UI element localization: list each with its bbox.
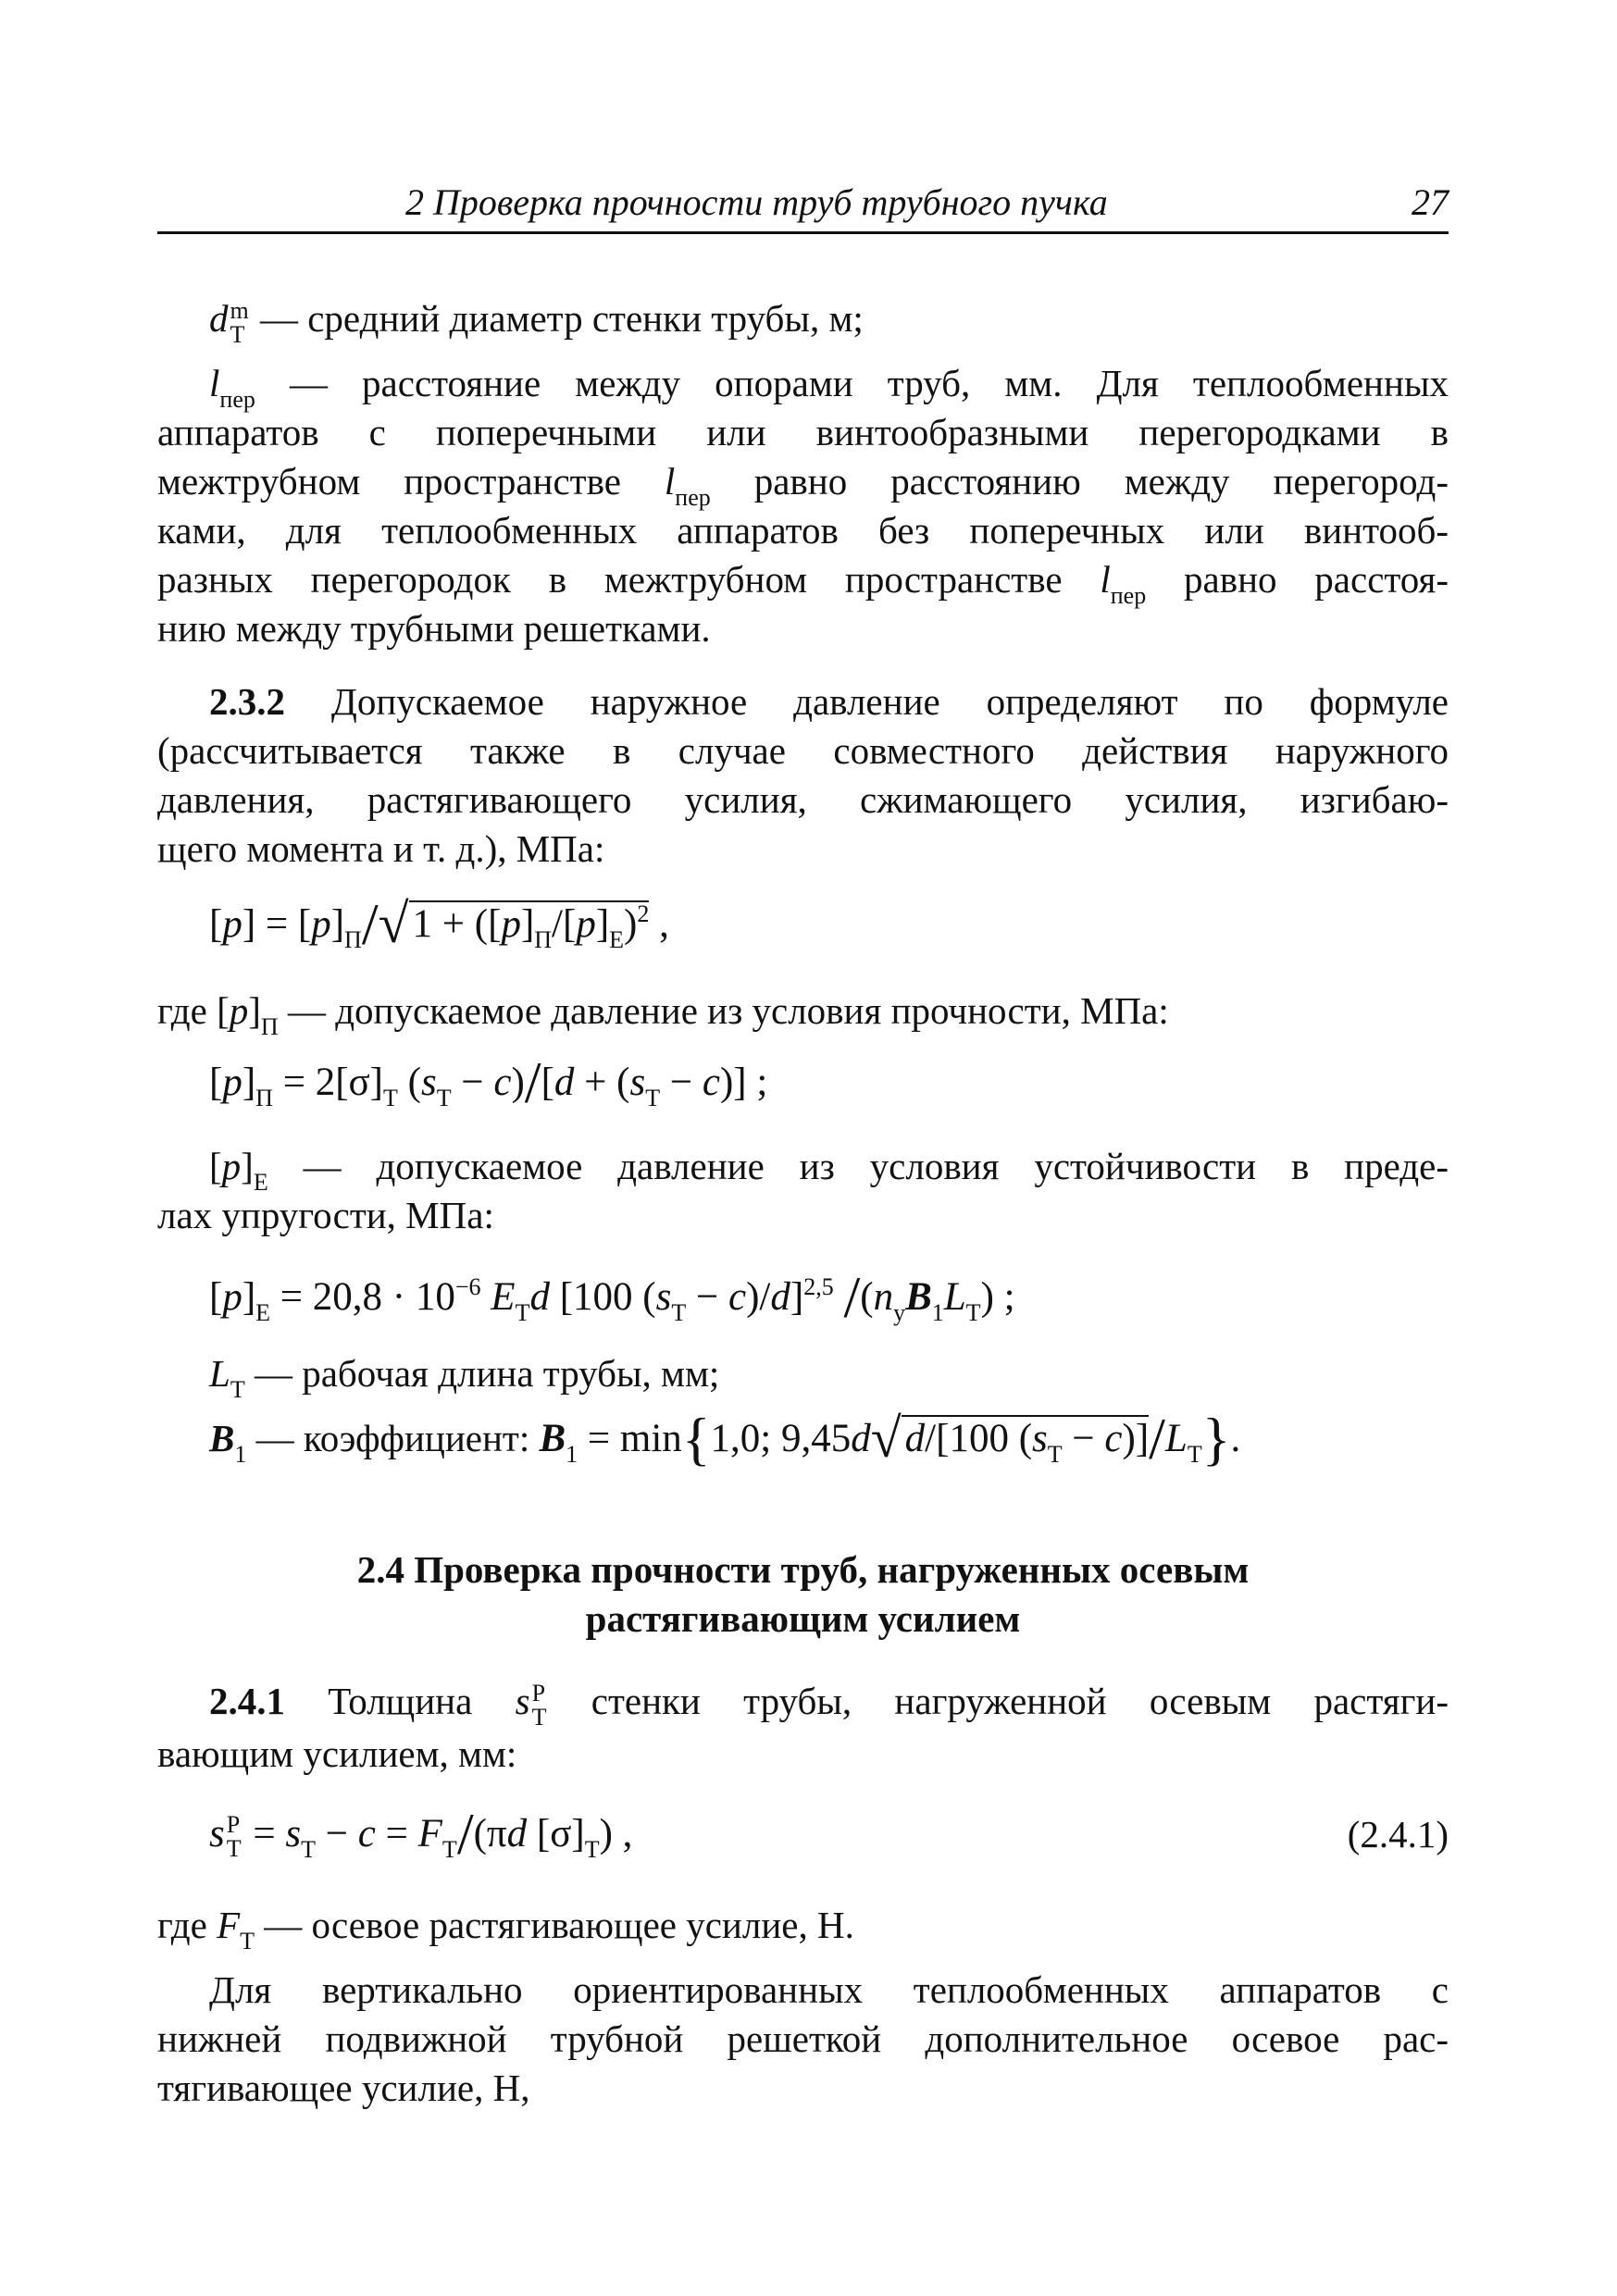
paragraph-2-4-1: 2.4.1 Толщина s P T стенки трубы, нагруженной осевым растяги- вающим усилием, мм: (157, 1679, 1449, 1775)
formula-p-strength: $[p]_П = 2[\sigma]_T$ $(s_T - c)/[d + (s_T - c)]$ ; (209, 1049, 768, 1115)
formula-2-4-1: s P T = $s_T - c = F_T/(\pi d$ $[\sigma]_T$) , (209, 1801, 633, 1867)
paragraph-2-3-2: 2.3.2 Допускаемое наружное давление определяют по формуле (рассчитывается также в случае совместного действия наружного давления, растягивающего усилия, сжимающего усилия, изгибаю- щего момента и т. д.), МПа: (157, 680, 1449, 870)
page-number: 27 (1412, 181, 1449, 223)
running-header (157, 183, 1449, 234)
header-title: 2 Проверка прочности труб трубного пучка (405, 181, 1108, 223)
paragraph-vertical: Для вертикально ориентированных теплообменных аппаратов с нижней подвижной трубной решеткой дополнительное осевое рас- тягивающее усилие, Н, (157, 1968, 1449, 2109)
where-pe: $[p]_E$ — допускаемое давление из условия устойчивости в преде- лах упругости, МПа: (157, 1145, 1449, 1236)
equation-label: (2.4.1) (1347, 1813, 1449, 1855)
section-heading-line2: растягивающим усилием (585, 1597, 1021, 1640)
section-number: 2.4.1 (209, 1680, 285, 1722)
where-b1: $B_1$ — коэффициент: $B_1 = \min\{1,0$; 9,45d√d/[100 $(s_T - c)]/L_T$}. (209, 1406, 1241, 1471)
section-heading-2-4 (157, 1545, 1449, 1644)
where-lt: $L_T$ — рабочая длина трубы, мм; (209, 1352, 720, 1403)
section-heading-line1: 2.4 Проверка прочности труб, нагруженных осевым (356, 1548, 1250, 1591)
definition-lper: $l_{пер}$ — расстояние между опорами труб, мм. Для теплообменных аппаратов с поперечными или винтообразными перегородками в межтрубном пространстве $l_{пер}$ равно расстоянию между перегород- ками, для теплообменных аппаратов без поперечных или винтооб- разных перегородок в межтрубном пространстве $l_{пер}$ равно расстоя- нию между трубными решетками. (157, 362, 1449, 650)
formula-p-stability: $[p]_E = 20,8 \cdot 10^{-6}$ $E_Td$ [100 $(s_T - c)/d]^{2,5}$ $/(n_yB_1L_T)$ ; (209, 1264, 1015, 1330)
section-number: 2.3.2 (209, 680, 285, 723)
where-pp: где $[p]_П$ — допускаемое давление из условия прочности, МПа: (157, 989, 1169, 1040)
formula-b1: $B_1 = \min\{1,0$; 9,45d√d/[100 $(s_T - c)]/L_T$}. (539, 1406, 1241, 1471)
formula-p-allowable: $[p] = [p]_П/√1 + ([p]_П/[p]_E)^2$ , (209, 891, 669, 957)
definition-dm: d m T — средний диаметр стенки трубы, м; (209, 296, 864, 348)
where-ft: где $F_T$ — осевое растягивающее усилие, Н. (157, 1904, 854, 1955)
definition-dm-text: — средний диаметр стенки трубы, м; (250, 297, 864, 340)
